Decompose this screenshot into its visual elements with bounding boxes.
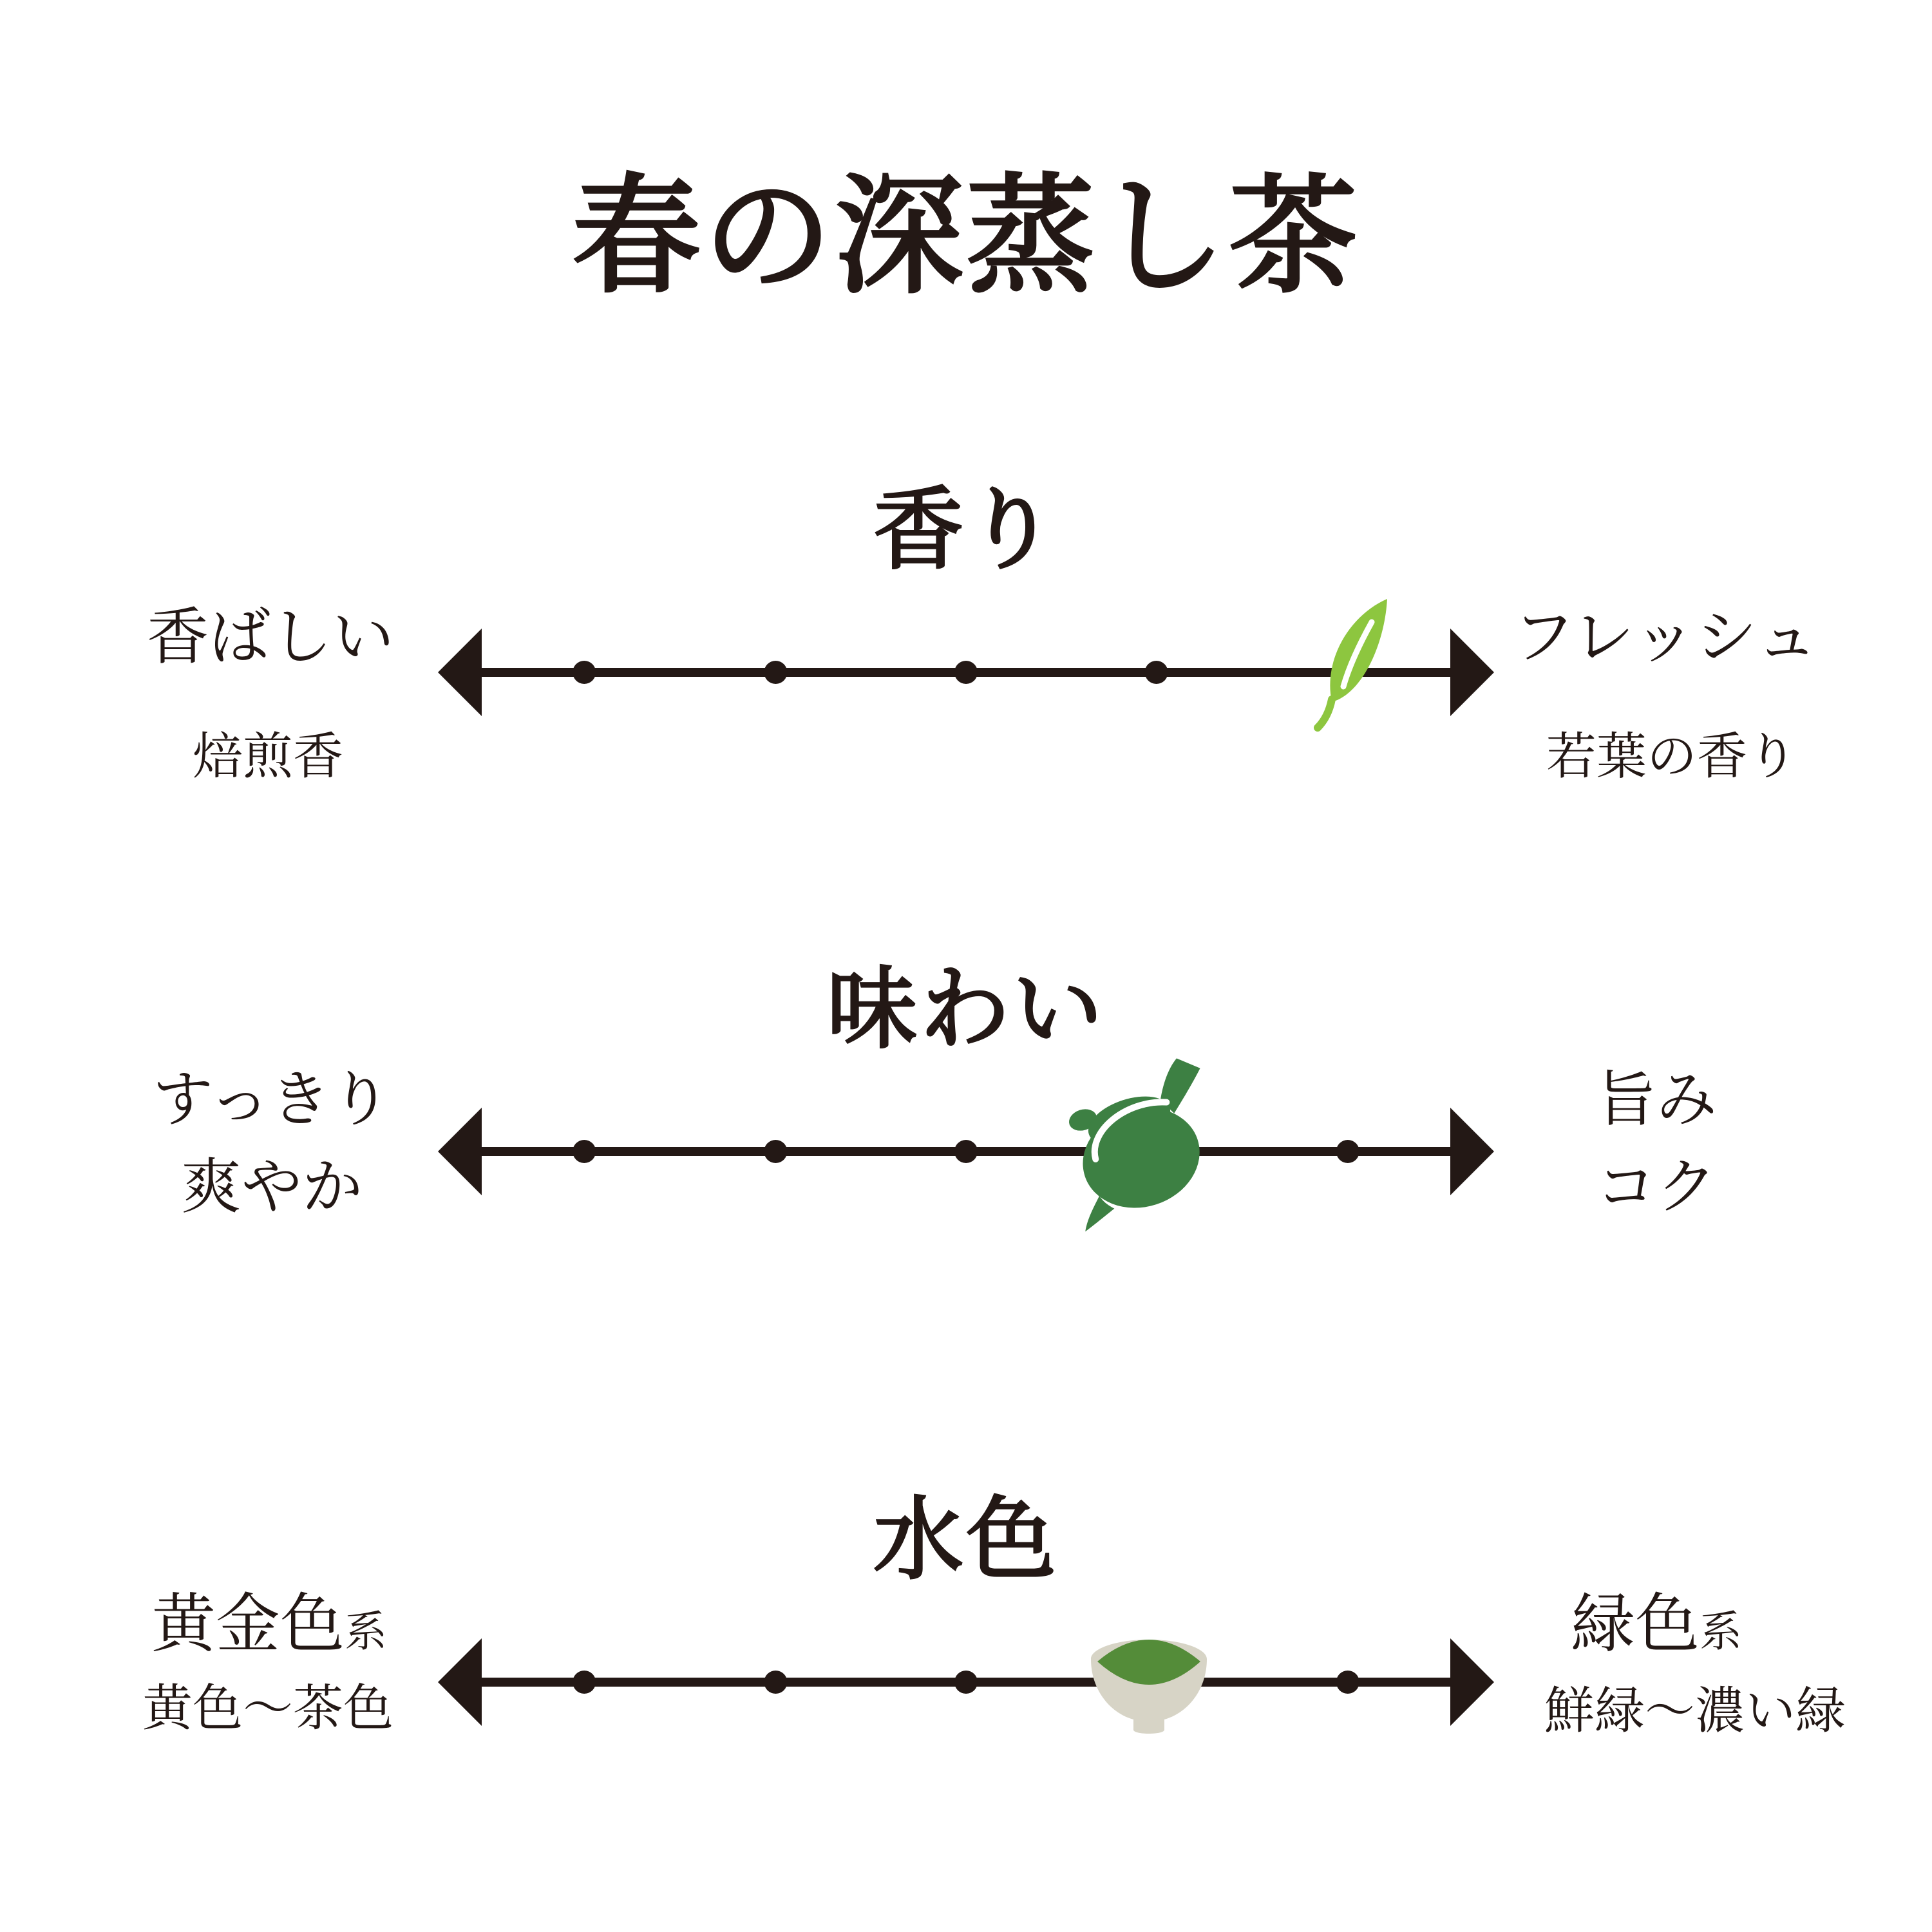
taste-left-line1-label: すっきり [152, 1065, 392, 1133]
scale-tick-dot [764, 1140, 787, 1163]
scale-tick-dot [954, 1671, 978, 1694]
scale-tick-dot [1336, 1140, 1359, 1163]
aroma-left-sub-label: 焙煎香 [192, 730, 344, 785]
scale-tick-dot [764, 1671, 787, 1694]
liquor-right-main-label [1571, 1588, 1742, 1660]
page-title: 春の深蒸し茶 [572, 166, 1360, 309]
liquor-right-sub-label: 鮮緑〜濃い緑 [1544, 1684, 1846, 1739]
liquor-left-main-text: 黄金色 [151, 1588, 345, 1660]
section-heading-liquor-color: 水色 [873, 1492, 1059, 1591]
scale-tick-dot [954, 1140, 978, 1163]
liquor-left-main-label [151, 1588, 387, 1660]
scale-tick-dot [573, 1140, 596, 1163]
tea-leaf-icon [1312, 596, 1397, 730]
scale-tick-dot [1145, 661, 1168, 684]
liquor-right-main-suffix: 系 [1700, 1607, 1742, 1655]
leaf-stem [1318, 699, 1332, 728]
kyusu-teapot-icon [1061, 1072, 1226, 1213]
taste-scale-arrow [425, 1100, 1507, 1203]
taste-right-line2-label: コク [1596, 1152, 1717, 1220]
scale-tick-dot [573, 661, 596, 684]
scale-tick-dot [954, 661, 978, 684]
scale-tick-dot [573, 1671, 596, 1694]
liquor-left-sub-label: 黄色〜茶色 [142, 1681, 394, 1737]
scale-tick-dot [1336, 1671, 1359, 1694]
liquor-scale-arrow [425, 1631, 1507, 1734]
teapot-group [1043, 1052, 1236, 1231]
aroma-right-main-label: フレッシュ [1513, 604, 1818, 672]
section-heading-aroma: 香り [873, 482, 1059, 582]
liquor-right-main-text: 緑色 [1571, 1588, 1700, 1660]
taste-right-line1-label: 旨み [1596, 1065, 1717, 1133]
aroma-left-main-label: 香ばしい [146, 604, 395, 672]
aroma-right-sub-label: 若葉の香り [1546, 730, 1798, 785]
tea-bowl-icon [1084, 1618, 1213, 1739]
taste-left-line2-label: 爽やか [181, 1152, 363, 1220]
section-heading-taste: 味わい [827, 961, 1105, 1061]
liquor-left-main-suffix: 系 [345, 1607, 387, 1655]
scale-tick-dot [764, 661, 787, 684]
